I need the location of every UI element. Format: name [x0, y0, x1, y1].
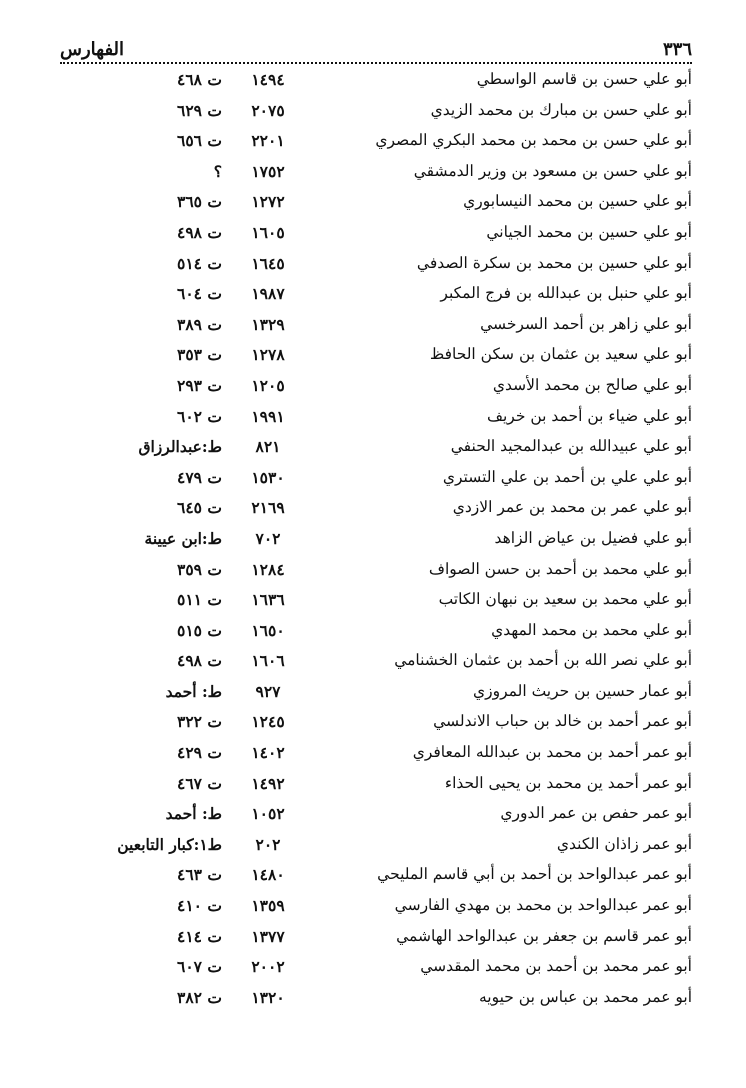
entry-reference: ت ٣٥٣: [177, 345, 222, 365]
entry-reference: ط١:كبار التابعين: [117, 834, 222, 854]
entry-number: ٧٠٢: [255, 528, 281, 548]
index-entry: [60, 951, 692, 982]
entry-name: أبو عمار حسين بن حريث المروزي: [473, 681, 692, 700]
entry-reference: ت ٣٨٩: [177, 314, 222, 334]
entry-number: ١٦٥٠: [251, 620, 285, 640]
entry-number: ١٦٣٦: [251, 590, 285, 610]
entry-number: ١٦٠٥: [251, 222, 285, 242]
entry-reference: ت ٦٠٢: [177, 406, 222, 426]
entry-name: أبو علي فضيل بن عياض الزاهد: [494, 528, 692, 547]
index-entry: [60, 217, 692, 248]
entry-number: ١٣٢٩: [251, 314, 285, 334]
index-entry: [60, 676, 692, 707]
entry-reference: ت ٦٤٥: [177, 498, 222, 518]
entry-number: ٢٠٢: [255, 834, 281, 854]
entry-name: أبو علي حسن بن مبارك بن محمد الزيدي: [430, 100, 692, 119]
entry-reference: ط: أحمد: [165, 681, 222, 701]
entry-name: أبو عمر أحمد ين محمد بن يحيى الحذاء: [444, 773, 692, 792]
entry-name: أبو عمر أحمد بن محمد بن عبدالله المعافري: [412, 743, 692, 762]
entry-name: أبو علي حنبل بن عبدالله بن فرج المكبر: [440, 284, 692, 303]
entry-name: أبو عمر عبدالواحد بن محمد بن مهدي الفارسي: [394, 896, 692, 915]
entry-name: أبو علي عمر بن محمد بن عمر الازدي: [452, 498, 692, 517]
entry-name: أبو عمر محمد بن أحمد بن محمد المقدسي: [420, 957, 692, 976]
entry-reference: ت ٣٥٩: [177, 559, 222, 579]
index-entry: [60, 95, 692, 126]
entry-number: ٢٠٧٥: [251, 100, 285, 120]
entry-name: أبو علي محمد بن أحمد بن حسن الصواف: [428, 559, 692, 578]
entry-reference: ت ٥١٤: [177, 253, 222, 273]
entry-reference: ت ٦٢٩: [177, 100, 222, 120]
index-entry: [60, 737, 692, 768]
entry-name: أبو علي حسن بن مسعود بن وزير الدمشقي: [413, 161, 692, 180]
entry-reference: ت ٦٥٦: [177, 131, 222, 151]
index-entry: [60, 982, 692, 1013]
entry-name: أبو علي ضياء بن أحمد بن خريف: [486, 406, 692, 425]
entry-number: ١٣٧٧: [251, 926, 285, 946]
index-entry: [60, 890, 692, 921]
entry-number: ٢٠٠٢: [251, 957, 285, 977]
entry-reference: ت ٤١٠: [177, 896, 222, 916]
entry-reference: ت ٤٦٧: [177, 773, 222, 793]
entry-name: أبو علي محمد بن محمد المهدي: [491, 620, 692, 639]
entry-reference: ت ٣٢٢: [177, 712, 222, 732]
entry-number: ١٢٧٢: [251, 192, 285, 212]
index-entry: [60, 921, 692, 952]
entry-name: أبو علي نصر الله بن أحمد بن عثمان الخشنامي: [394, 651, 692, 670]
entry-name: أبو علي حسين بن محمد النيسابوري: [463, 192, 692, 211]
index-entry: [60, 492, 692, 523]
index-entry: [60, 859, 692, 890]
entry-reference: ت ٦٠٧: [177, 957, 222, 977]
entry-number: ١٢٤٥: [251, 712, 285, 732]
entry-number: ١٩٨٧: [251, 284, 285, 304]
entry-reference: ط:عبدالرزاق: [138, 437, 222, 457]
index-entry: [60, 125, 692, 156]
entry-name: أبو عمر حفص بن عمر الدوري: [500, 804, 692, 823]
entry-number: ٨٢١: [255, 437, 281, 457]
entry-number: ١٤٠٢: [251, 743, 285, 763]
entry-number: ٩٢٧: [255, 681, 281, 701]
entry-name: أبو علي محمد بن سعيد بن نبهان الكاتب: [438, 590, 692, 609]
entry-number: ١٥٣٠: [251, 467, 285, 487]
entry-name: أبو عمر قاسم بن جعفر بن عبدالواحد الهاشمي: [396, 926, 692, 945]
index-page: [60, 34, 692, 1007]
entry-reference: ت ٤١٤: [177, 926, 222, 946]
entry-reference: ت ٤٩٨: [177, 222, 222, 242]
entry-number: ٢٢٠١: [251, 131, 285, 151]
entry-name: أبو علي عبيدالله بن عبدالمجيد الحنفي: [450, 437, 692, 456]
index-entry: [60, 64, 692, 95]
entry-reference: ت ٤٢٩: [177, 743, 222, 763]
entry-number: ١٦٠٦: [251, 651, 285, 671]
entry-name: أبو عمر زاذان الكندي: [556, 834, 692, 853]
entry-reference: ت ٣٨٢: [177, 987, 222, 1007]
entry-reference: ت ٤٩٨: [177, 651, 222, 671]
entry-reference: ت ٢٩٣: [177, 375, 222, 395]
index-list: [60, 64, 692, 1012]
index-entry: [60, 706, 692, 737]
entry-number: ١٩٩١: [251, 406, 285, 426]
entry-name: أبو عمر أحمد بن خالد بن حباب الاندلسي: [433, 712, 692, 731]
entry-reference: ت ٤٦٣: [177, 865, 222, 885]
entry-reference: ت ٦٠٤: [177, 284, 222, 304]
entry-number: ١٢٨٤: [251, 559, 285, 579]
page-header: [60, 34, 692, 64]
page-title: الفهارس: [60, 39, 125, 60]
entry-reference: ت ٥١١: [177, 590, 222, 610]
entry-number: ١٤٨٠: [251, 865, 285, 885]
entry-number: ٢١٦٩: [251, 498, 285, 518]
entry-name: أبو علي حسن بن قاسم الواسطي: [476, 70, 692, 88]
entry-reference: ؟: [213, 161, 222, 181]
entry-number: ١٢٧٨: [251, 345, 285, 365]
index-entry: [60, 554, 692, 585]
index-entry: [60, 186, 692, 217]
index-entry: [60, 278, 692, 309]
index-entry: [60, 462, 692, 493]
index-entry: [60, 401, 692, 432]
entry-name: أبو علي صالح بن محمد الأسدي: [492, 375, 692, 394]
entry-number: ١٦٤٥: [251, 253, 285, 273]
entry-name: أبو علي علي بن أحمد بن علي التستري: [442, 467, 692, 486]
entry-reference: ت ٥١٥: [177, 620, 222, 640]
entry-reference: ت ٤٧٩: [177, 467, 222, 487]
entry-number: ١٠٥٢: [251, 804, 285, 824]
entry-number: ١٣٢٠: [251, 987, 285, 1007]
entry-name: أبو علي حسين بن محمد الجياني: [486, 222, 692, 241]
index-entry: [60, 339, 692, 370]
entry-name: أبو عمر محمد بن عباس بن حيويه: [478, 987, 692, 1006]
page-number: ٣٣٦: [662, 39, 692, 60]
entry-reference: ط: أحمد: [165, 804, 222, 824]
entry-reference: ت ٣٦٥: [177, 192, 222, 212]
index-entry: [60, 798, 692, 829]
index-entry: [60, 156, 692, 187]
index-entry: [60, 309, 692, 340]
entry-name: أبو علي سعيد بن عثمان بن سكن الحافظ: [429, 345, 692, 364]
index-entry: [60, 829, 692, 860]
index-entry: [60, 248, 692, 279]
entry-name: أبو علي حسن بن محمد بن محمد البكري المصري: [375, 131, 692, 150]
entry-reference: ط:ابن عيينة: [144, 528, 222, 548]
index-entry: [60, 523, 692, 554]
index-entry: [60, 615, 692, 646]
entry-name: أبو عمر عبدالواحد بن أحمد بن أبي قاسم المليحي: [377, 865, 692, 884]
entry-name: أبو علي زاهر بن أحمد السرخسي: [480, 314, 692, 333]
index-entry: [60, 645, 692, 676]
entry-number: ١٤٩٢: [251, 773, 285, 793]
index-entry: [60, 584, 692, 615]
index-entry: [60, 431, 692, 462]
index-entry: [60, 768, 692, 799]
index-entry: [60, 370, 692, 401]
entry-name: أبو علي حسين بن محمد بن سكرة الصدفي: [416, 253, 692, 272]
entry-number: ١٤٩٤: [251, 70, 285, 89]
entry-number: ١٧٥٢: [251, 161, 285, 181]
entry-reference: ت ٤٦٨: [177, 70, 222, 89]
entry-number: ١٣٥٩: [251, 896, 285, 916]
entry-number: ١٢٠٥: [251, 375, 285, 395]
